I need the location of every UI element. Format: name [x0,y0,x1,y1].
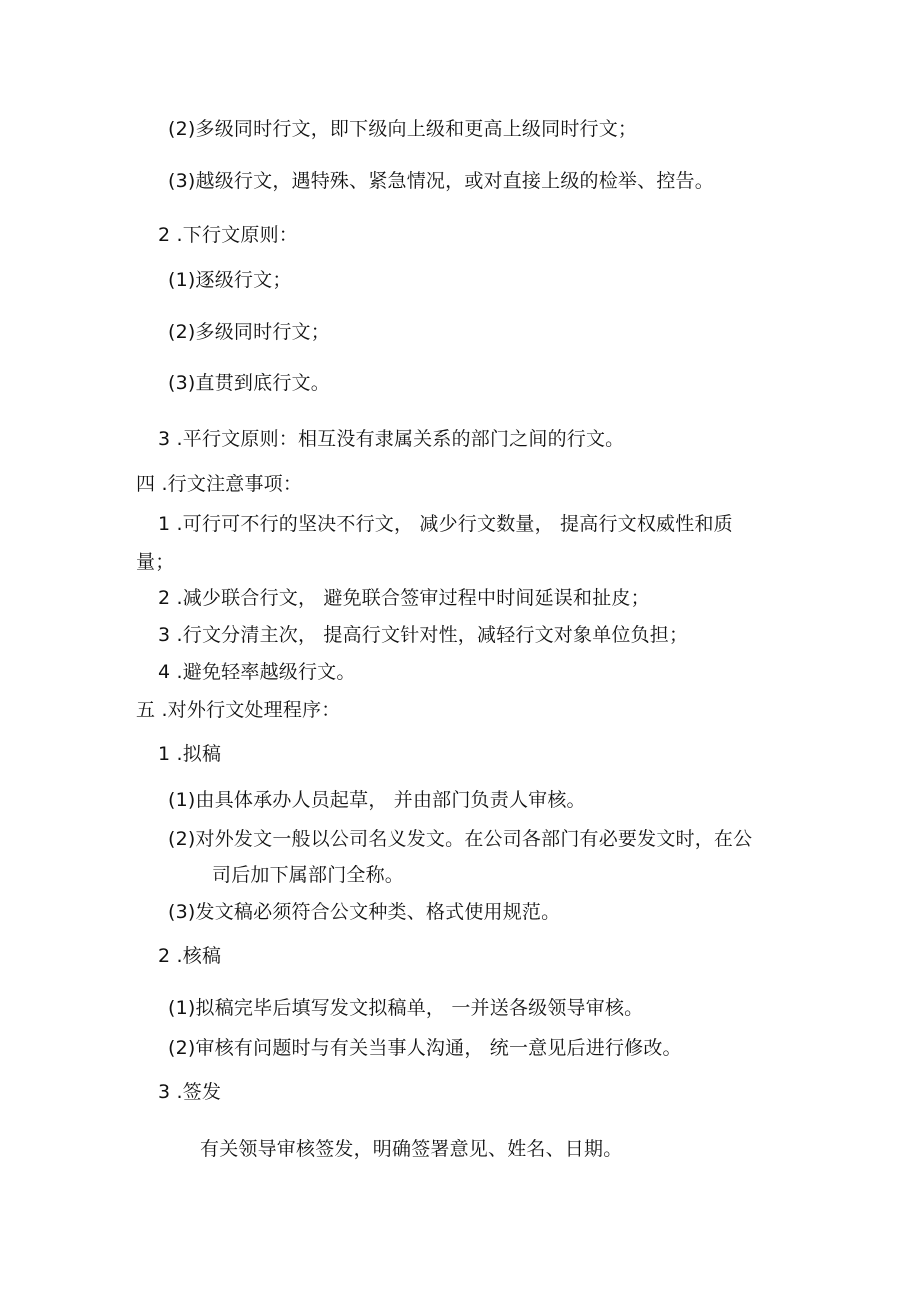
text-line: (1)由具体承办人员起草， 并由部门负责人审核。 [168,789,586,811]
text-line: 4 .避免轻率越级行文。 [158,661,356,683]
text-line: (3)越级行文，遇特殊、紧急情况，或对直接上级的检举、控告。 [168,170,714,192]
text-line: (3)发文稿必须符合公文种类、格式使用规范。 [168,901,561,923]
text-line: (3)直贯到底行文。 [168,372,330,394]
text-line: (1)逐级行文； [168,269,292,291]
text-line: (2)多级同时行文，即下级向上级和更高上级同时行文； [168,118,638,140]
text-line: (2)多级同时行文； [168,321,330,343]
section-heading: 2 .核稿 [158,945,222,967]
chapter-heading: 四 .行文注意事项： [136,473,303,495]
text-line: (2)对外发文一般以公司名义发文。在公司各部门有必要发文时，在公 [168,828,753,850]
text-line: 1 .可行可不行的坚决不行文， 减少行文数量， 提高行文权威性和质 [158,513,733,535]
section-heading: 3 .平行文原则：相互没有隶属关系的部门之间的行文。 [158,428,625,450]
text-line: 有关领导审核签发，明确签署意见、姓名、日期。 [200,1138,623,1160]
chapter-heading: 五 .对外行文处理程序： [136,699,341,721]
text-line: (1)拟稿完毕后填写发文拟稿单， 一并送各级领导审核。 [168,997,644,1019]
text-line: 量； [136,551,175,573]
text-line: 2 .减少联合行文， 避免联合签审过程中时间延误和扯皮； [158,587,650,609]
text-line: 3 .行文分清主次， 提高行文针对性，减轻行文对象单位负担； [158,624,689,646]
section-heading: 3 .签发 [158,1081,222,1103]
section-heading: 2 .下行文原则： [158,224,298,246]
text-line: (2)审核有问题时与有关当事人沟通， 统一意见后进行修改。 [168,1037,682,1059]
text-line: 司后加下属部门全称。 [212,864,405,886]
section-heading: 1 .拟稿 [158,743,222,765]
